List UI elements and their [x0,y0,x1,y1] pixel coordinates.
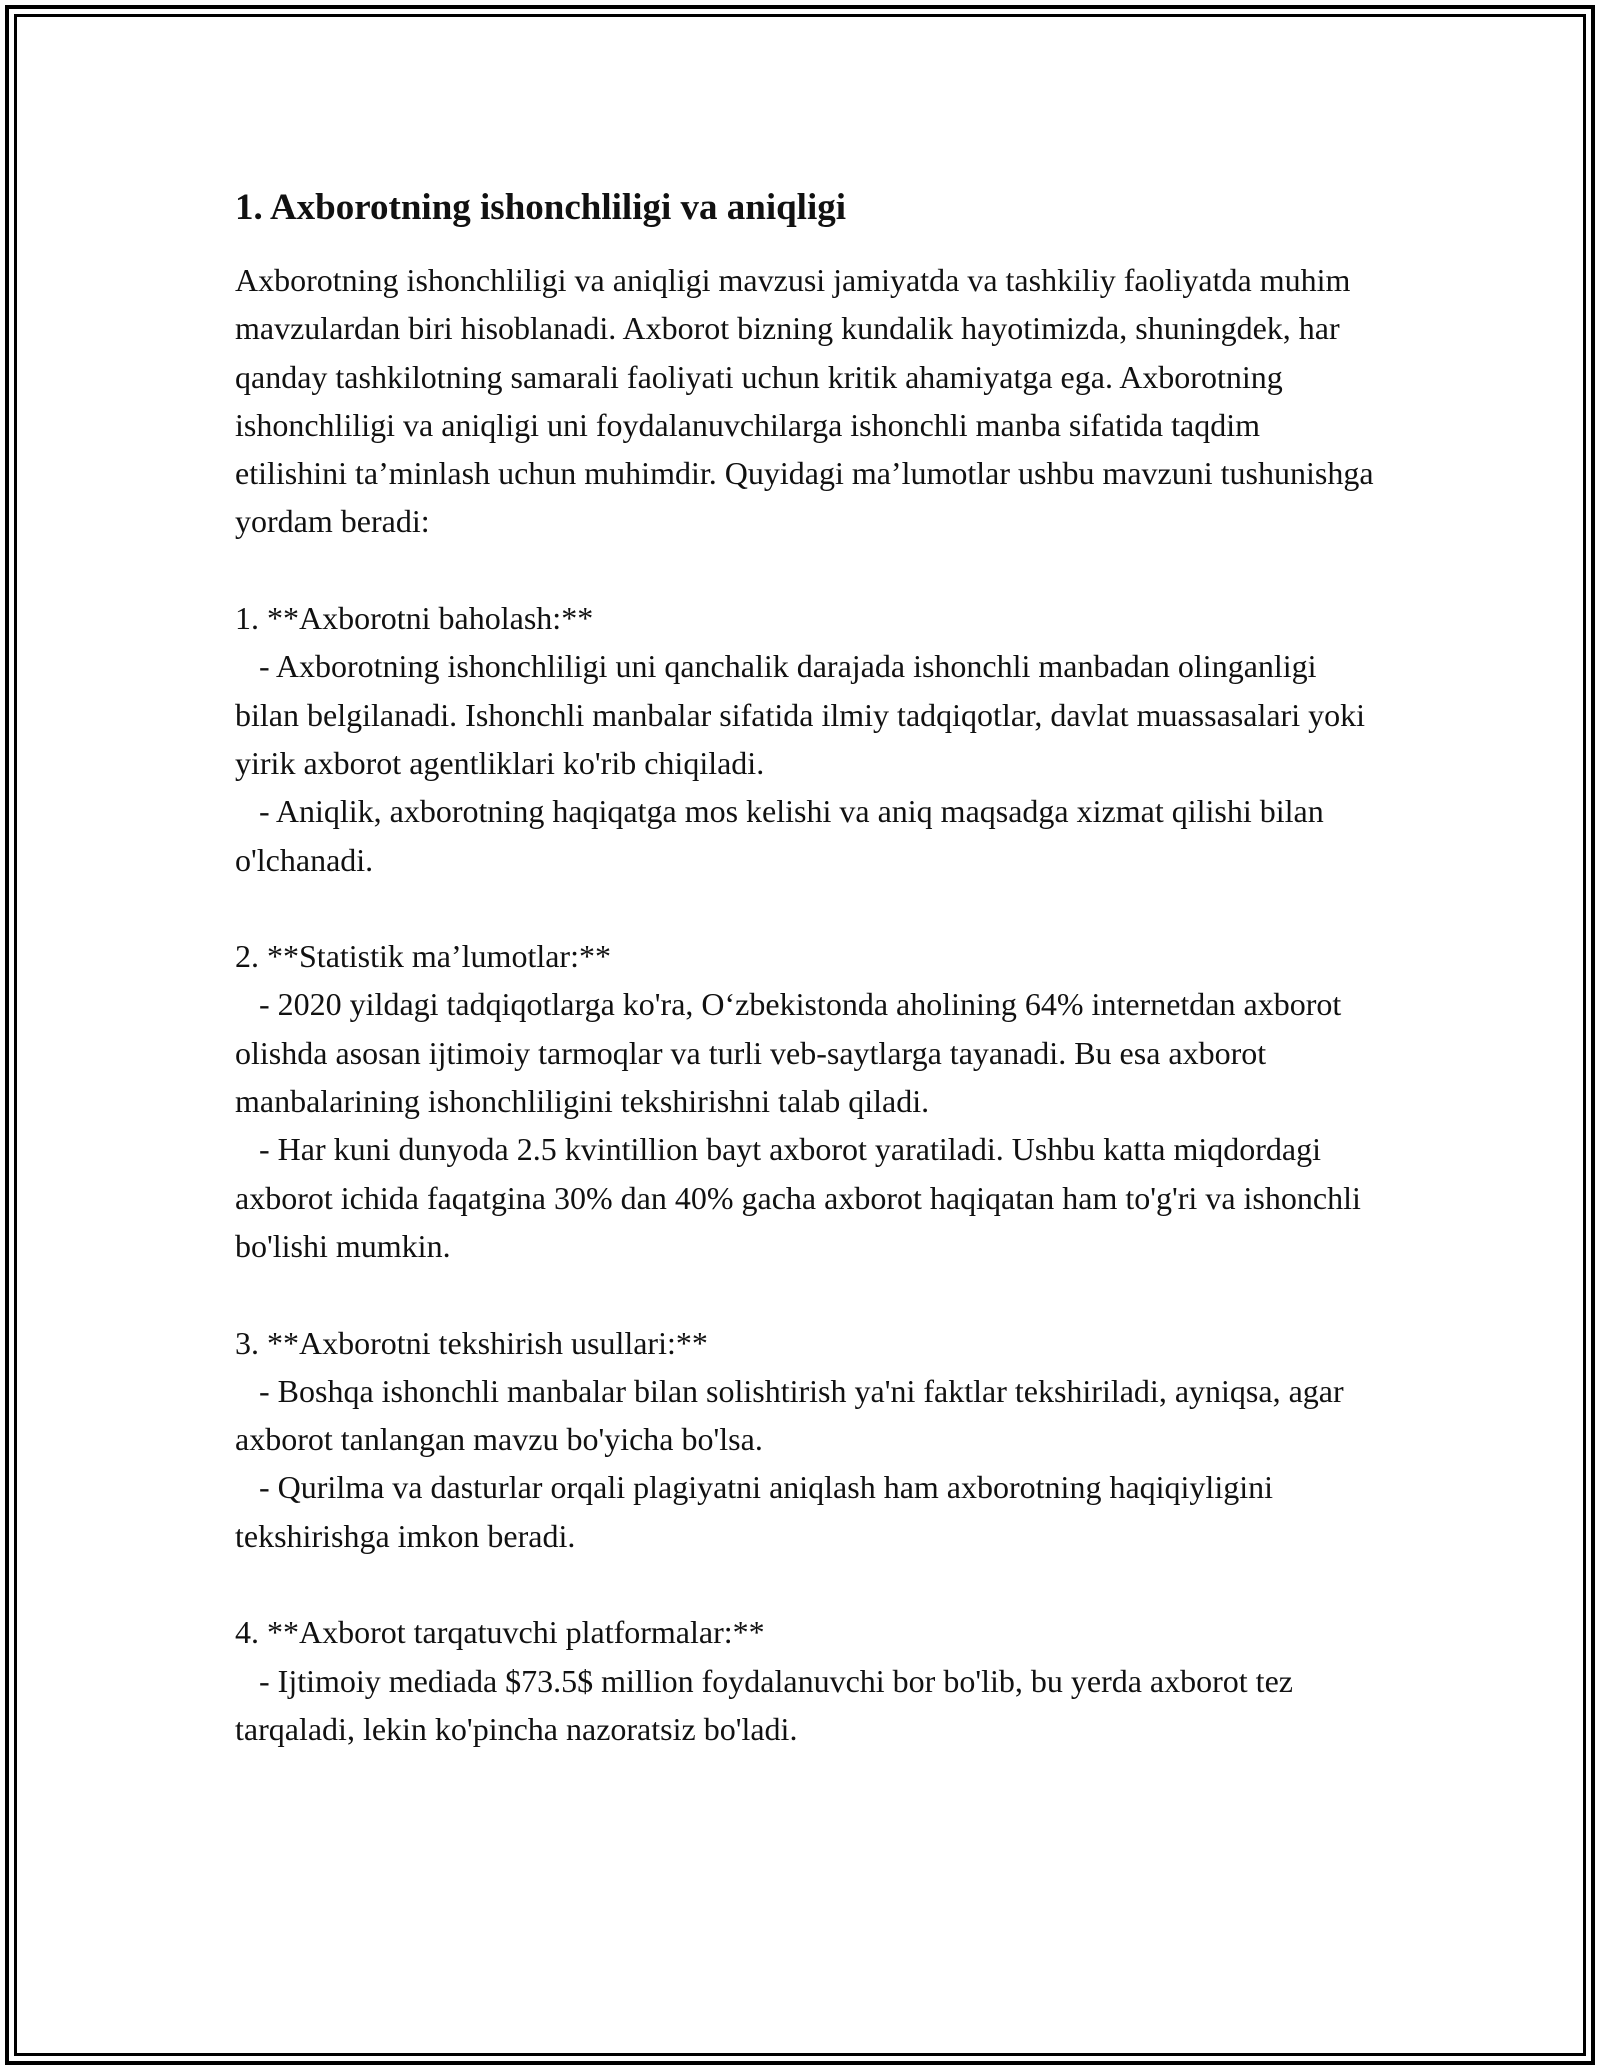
section-item: - 2020 yildagi tadqiqotlarga ko'ra, O‘zbekistonda aholining 64% internetdan axborot olishda asosan ijtimoiy tarmoqlar va turli veb-saytlarga tayanadi. Bu esa axborot manbalarining ishonchliligini tekshirishni talab qiladi. [235,986,1350,1120]
section-heading: 2. **Statistik ma’lumotlar:** [235,938,611,975]
section-item: - Axborotning ishonchliligi uni qanchalik darajada ishonchli manbadan olinganligi bilan belgilanadi. Ishonchli manbalar sifatida ilmiy tadqiqotlar, davlat muassasalari yoki yirik axborot agentliklari ko'rib chiqiladi. [235,648,1373,781]
section-item: - Ijtimoiy mediada $73.5$ million foydalanuvchi bor bo'lib, bu yerda axborot tez tarqaladi, lekin ko'pincha nazoratsiz bo'ladi. [235,1662,1301,1747]
section-heading: 1. **Axborotni baholash:** [235,600,594,637]
document-title: 1. Axborotning ishonchliligi va aniqligi [235,187,847,228]
section-tarqatuvchi-platformalar [235,1608,1375,1753]
document-body [235,186,1375,1802]
section-heading: 4. **Axborot tarqatuvchi platformalar:** [235,1614,765,1651]
section-item: - Aniqlik, axborotning haqiqatga mos kelishi va aniq maqsadga xizmat qilishi bilan o'lchanadi. [235,793,1332,878]
section-statistik-malumotlar [235,932,1375,1270]
section-heading: 3. **Axborotni tekshirish usullari:** [235,1324,708,1361]
section-item: - Qurilma va dasturlar orqali plagiyatni aniqlash ham axborotning haqiqiyligini tekshirishga imkon beradi. [235,1469,1281,1554]
section-item: - Boshqa ishonchli manbalar bilan solishtirish ya'ni faktlar tekshiriladi, ayniqsa, agar axborot tanlangan mavzu bo'yicha bo'lsa. [235,1372,1352,1458]
intro-paragraph: Axborotning ishonchliligi va aniqligi mavzusi jamiyatda va tashkiliy faoliyatda muhim mavzulardan biri hisoblanadi. Axborot bizning kundalik hayotimizda, shuningdek, har qanday tashkilotning samarali faoliyati uchun kritik ahamiyatga ega. Axborotning ishonchliligi va aniqligi uni foydalanuvchilarga ishonchli manba sifatida taqdim etilishini ta’minlash uchun muhimdir. Quyidagi ma’lumotlar ushbu mavzuni tushunishga yordam beradi: [235,262,1374,540]
section-item: - Har kuni dunyoda 2.5 kvintillion bayt axborot yaratiladi. Ushbu katta miqdordagi axborot ichida faqatgina 30% dan 40% gacha axborot haqiqatan ham to'g'ri va ishonchli bo'lishi mumkin. [235,1131,1369,1264]
section-tekshirish-usullari [235,1319,1375,1560]
section-axborotni-baholash [235,594,1375,884]
